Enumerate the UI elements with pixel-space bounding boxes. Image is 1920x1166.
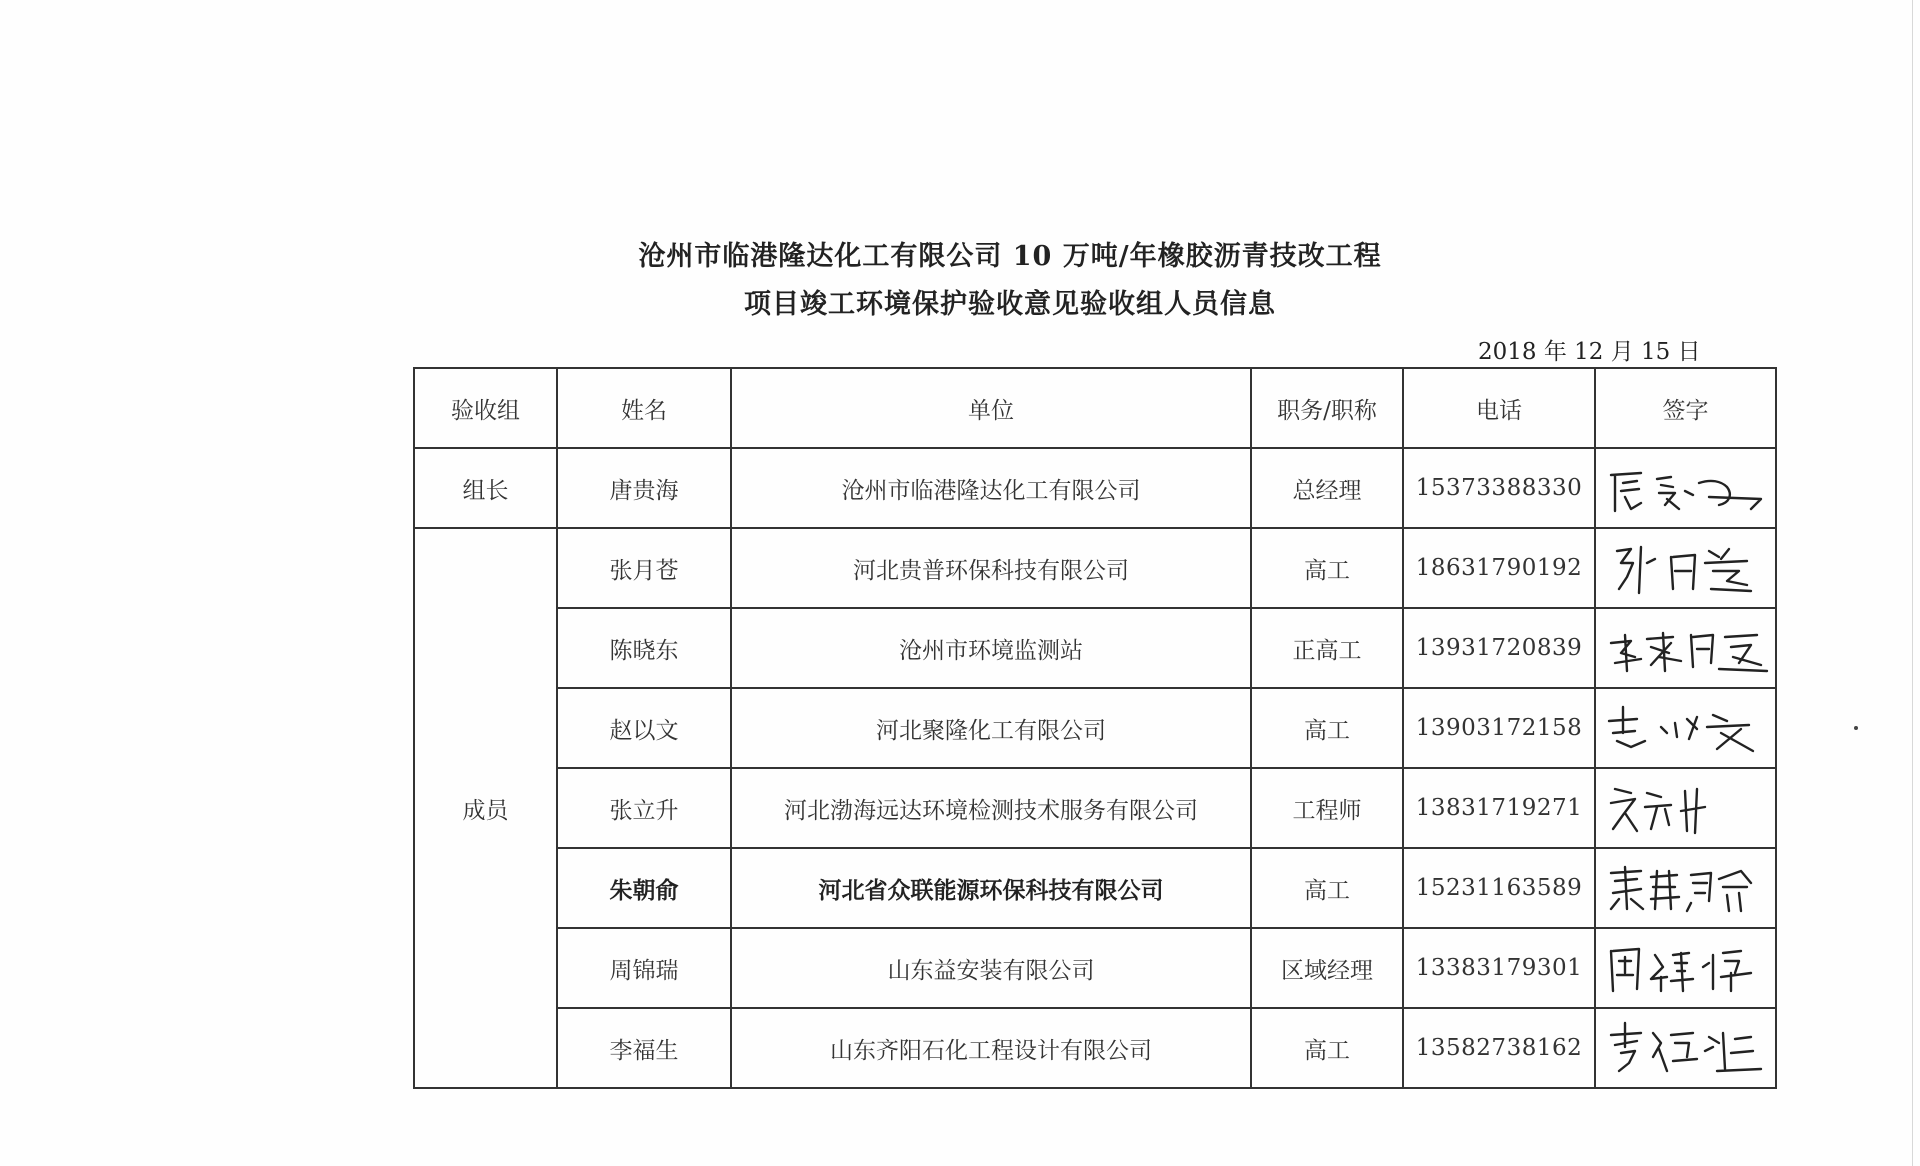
phone-cell: 13582738162 xyxy=(1403,1008,1595,1088)
group-leader-cell: 组长 xyxy=(414,448,557,528)
title-cell: 工程师 xyxy=(1251,768,1403,848)
phone-cell: 13903172158 xyxy=(1403,688,1595,768)
document-title-line2: 项目竣工环境保护验收意见验收组人员信息 xyxy=(744,289,1276,320)
signature-cell xyxy=(1595,688,1776,768)
table-row xyxy=(414,928,1776,1008)
header-unit: 单位 xyxy=(731,368,1251,448)
title-cell: 高工 xyxy=(1251,528,1403,608)
group-members-cell: 成员 xyxy=(414,528,557,1088)
signature-cell xyxy=(1595,848,1776,928)
table-row xyxy=(414,528,1776,608)
table-row xyxy=(414,1008,1776,1088)
scan-speck xyxy=(1854,726,1858,730)
unit-cell: 山东齐阳石化工程设计有限公司 xyxy=(731,1008,1251,1088)
signature-cell xyxy=(1595,528,1776,608)
unit-cell: 河北渤海远达环境检测技术服务有限公司 xyxy=(731,768,1251,848)
unit-cell: 山东益安装有限公司 xyxy=(731,928,1251,1008)
handwritten-signature xyxy=(1601,853,1771,923)
table-row xyxy=(414,448,1776,528)
name-cell: 唐贵海 xyxy=(557,448,731,528)
unit-cell: 河北贵普环保科技有限公司 xyxy=(731,528,1251,608)
signature-cell xyxy=(1595,1008,1776,1088)
phone-cell: 18631790192 xyxy=(1403,528,1595,608)
name-cell: 张立升 xyxy=(557,768,731,848)
header-title: 职务/职称 xyxy=(1251,368,1403,448)
header-name: 姓名 xyxy=(557,368,731,448)
signature-cell xyxy=(1595,928,1776,1008)
handwritten-signature xyxy=(1601,773,1771,843)
signature-cell xyxy=(1595,448,1776,528)
document-title-line1: 沧州市临港隆达化工有限公司 10 万吨/年橡胶沥青技改工程 xyxy=(638,241,1382,272)
title-cell: 正高工 xyxy=(1251,608,1403,688)
table-row xyxy=(414,688,1776,768)
name-cell: 周锦瑞 xyxy=(557,928,731,1008)
unit-cell: 河北省众联能源环保科技有限公司 xyxy=(731,848,1251,928)
title-cell: 高工 xyxy=(1251,1008,1403,1088)
phone-cell: 15373388330 xyxy=(1403,448,1595,528)
signature-cell xyxy=(1595,768,1776,848)
header-group: 验收组 xyxy=(414,368,557,448)
phone-cell: 15231163589 xyxy=(1403,848,1595,928)
handwritten-signature xyxy=(1601,613,1771,683)
title-cell: 高工 xyxy=(1251,688,1403,768)
handwritten-signature xyxy=(1601,1013,1771,1083)
header-signature: 签字 xyxy=(1595,368,1776,448)
unit-cell: 沧州市环境监测站 xyxy=(731,608,1251,688)
handwritten-signature xyxy=(1601,693,1771,763)
handwritten-signature xyxy=(1601,933,1771,1003)
header-phone: 电话 xyxy=(1403,368,1595,448)
name-cell: 陈晓东 xyxy=(557,608,731,688)
name-cell: 李福生 xyxy=(557,1008,731,1088)
title-cell: 高工 xyxy=(1251,848,1403,928)
signature-cell xyxy=(1595,608,1776,688)
title-cell: 区域经理 xyxy=(1251,928,1403,1008)
personnel-table xyxy=(413,367,1777,1089)
table-header-row xyxy=(414,368,1776,448)
phone-cell: 13831719271 xyxy=(1403,768,1595,848)
unit-cell: 沧州市临港隆达化工有限公司 xyxy=(731,448,1251,528)
document-date: 2018 年 12 月 15 日 xyxy=(1478,339,1701,365)
phone-cell: 13383179301 xyxy=(1403,928,1595,1008)
handwritten-signature xyxy=(1601,533,1771,603)
name-cell: 朱朝俞 xyxy=(557,848,731,928)
name-cell: 赵以文 xyxy=(557,688,731,768)
table-row xyxy=(414,848,1776,928)
table-row xyxy=(414,768,1776,848)
unit-cell: 河北聚隆化工有限公司 xyxy=(731,688,1251,768)
handwritten-signature xyxy=(1601,453,1771,523)
title-cell: 总经理 xyxy=(1251,448,1403,528)
table-row xyxy=(414,608,1776,688)
name-cell: 张月苍 xyxy=(557,528,731,608)
scan-edge-line xyxy=(1912,0,1913,1166)
phone-cell: 13931720839 xyxy=(1403,608,1595,688)
